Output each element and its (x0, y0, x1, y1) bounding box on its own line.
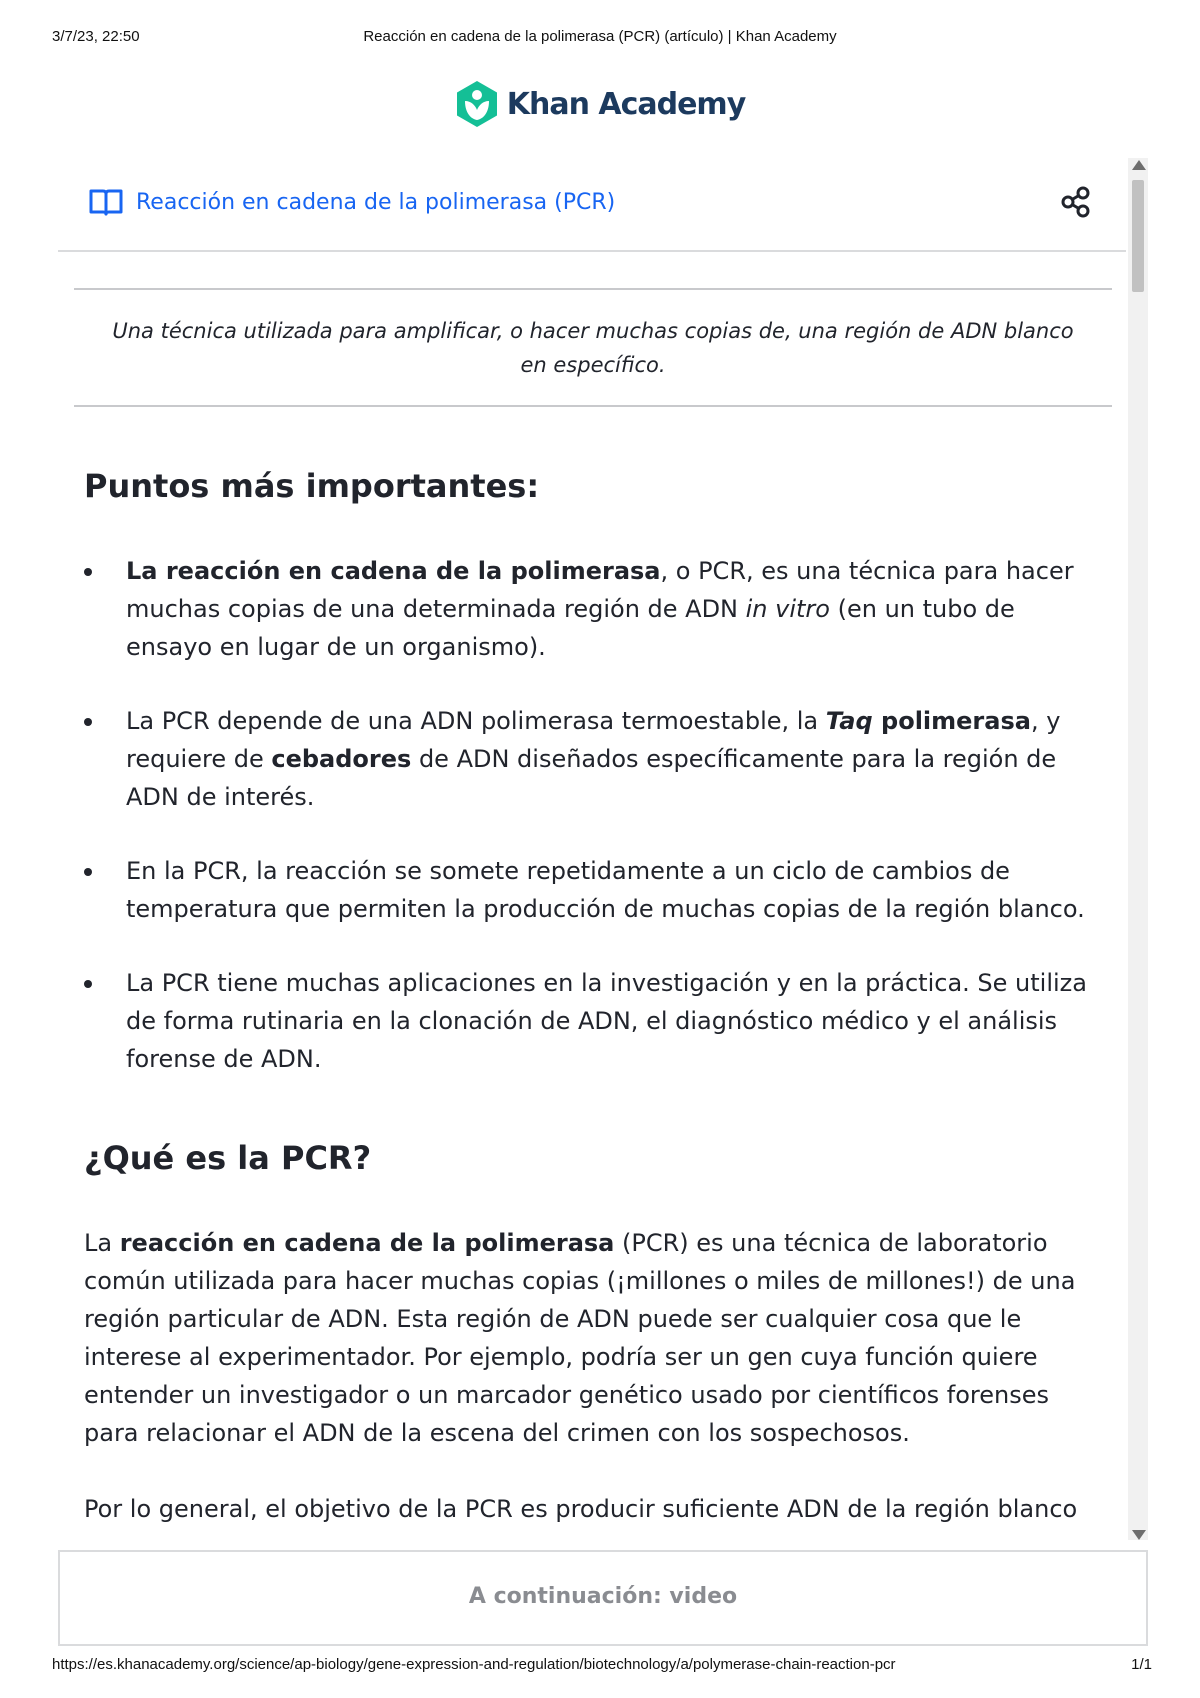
print-header (0, 28, 1200, 50)
print-page-title: Reacción en cadena de la polimerasa (PCR) (artículo) | Khan Academy (363, 28, 837, 45)
item-text: En la PCR, la reacción se somete repetidamente a un ciclo de cambios de temperatura que permiten la producción de muchas copias de la región blanco. (126, 857, 1085, 923)
scrollbar-track[interactable] (1128, 158, 1148, 1540)
site-logo[interactable] (0, 80, 1200, 130)
bullet-icon (84, 718, 92, 726)
bullet-icon (84, 568, 92, 576)
article-title-link[interactable]: Reacción en cadena de la polimerasa (PCR) (136, 189, 616, 215)
bullet-icon (84, 868, 92, 876)
list-item (84, 552, 1104, 666)
para-text: La (84, 1229, 120, 1257)
item-text: , o PCR, es una técnica para hacer muchas copias de una determinada región de ADN (126, 557, 1074, 623)
next-content-bar[interactable] (58, 1550, 1148, 1646)
what-is-pcr-heading: ¿Qué es la PCR? (84, 1139, 372, 1177)
key-points-heading: Puntos más importantes: (84, 467, 540, 505)
bold-term: cebadores (271, 745, 412, 773)
paragraph-partial: Por lo general, el objetivo de la PCR es producir suficiente ADN de la región blanco (84, 1495, 1078, 1523)
summary-bottom-rule (74, 405, 1112, 407)
print-page-number: 1/1 (1131, 1656, 1152, 1673)
item-text: La PCR depende de una ADN polimerasa termoestable, la (126, 707, 826, 735)
bold-term: La reacción en cadena de la polimerasa (126, 557, 661, 585)
logo-text: Khan Academy (506, 86, 746, 122)
article-content[interactable] (84, 462, 1104, 1540)
article-summary: Una técnica utilizada para amplificar, o hacer muchas copias de, una región de ADN blanco en específico. (112, 319, 1074, 377)
bullet-icon (84, 980, 92, 988)
print-datetime: 3/7/23, 22:50 (52, 28, 140, 45)
print-url: https://es.khanacademy.org/science/ap-biology/gene-expression-and-regulation/biotechnology/a/polymerase-chain-reaction-pcr (52, 1656, 896, 1673)
item-text: de ADN diseñados específicamente para la región de ADN de interés. (126, 745, 1057, 811)
item-text: , y requiere de (126, 707, 1061, 773)
item-text: La PCR tiene muchas aplicaciones en la investigación y en la práctica. Se utiliza de forma rutinaria en la clonación de ADN, el diagnóstico médico y el análisis forense de ADN. (126, 969, 1087, 1073)
next-video-link[interactable]: A continuación: video (468, 1584, 738, 1609)
print-footer (0, 1656, 1200, 1678)
scrollbar-thumb[interactable] (1132, 180, 1144, 292)
key-points-list (84, 552, 1104, 1078)
summary-top-rule (74, 288, 1112, 290)
italic-term: in vitro (745, 595, 830, 623)
item-text: (en un tubo de ensayo en lugar de un organismo). (126, 595, 1015, 661)
bold-term: reacción en cadena de la polimerasa (119, 1229, 615, 1257)
bold-term: polimerasa (872, 707, 1031, 735)
share-icon[interactable] (1058, 184, 1094, 220)
article-title-bar[interactable] (88, 182, 615, 222)
bold-italic-term: Taq (825, 707, 873, 735)
scroll-up-arrow-icon[interactable] (1132, 160, 1146, 170)
paragraph (84, 1224, 1104, 1452)
list-item (84, 702, 1104, 816)
khan-academy-logo-icon (455, 80, 499, 128)
list-item (84, 964, 1104, 1078)
book-icon (88, 187, 124, 217)
para-text: (PCR) es una técnica de laboratorio común utilizada para hacer muchas copias (¡millones o miles de millones!) de una región particular de ADN. Esta región de ADN puede ser cualquier cosa que le interese al experimentador. Por ejemplo, podría ser un gen cuya función quiere entender un investigador o un marcador genético usado por científicos forenses para relacionar el ADN de la escena del crimen con los sospechosos. (84, 1229, 1076, 1447)
list-item (84, 852, 1104, 928)
header-divider (58, 250, 1126, 252)
scroll-down-arrow-icon[interactable] (1132, 1530, 1146, 1540)
